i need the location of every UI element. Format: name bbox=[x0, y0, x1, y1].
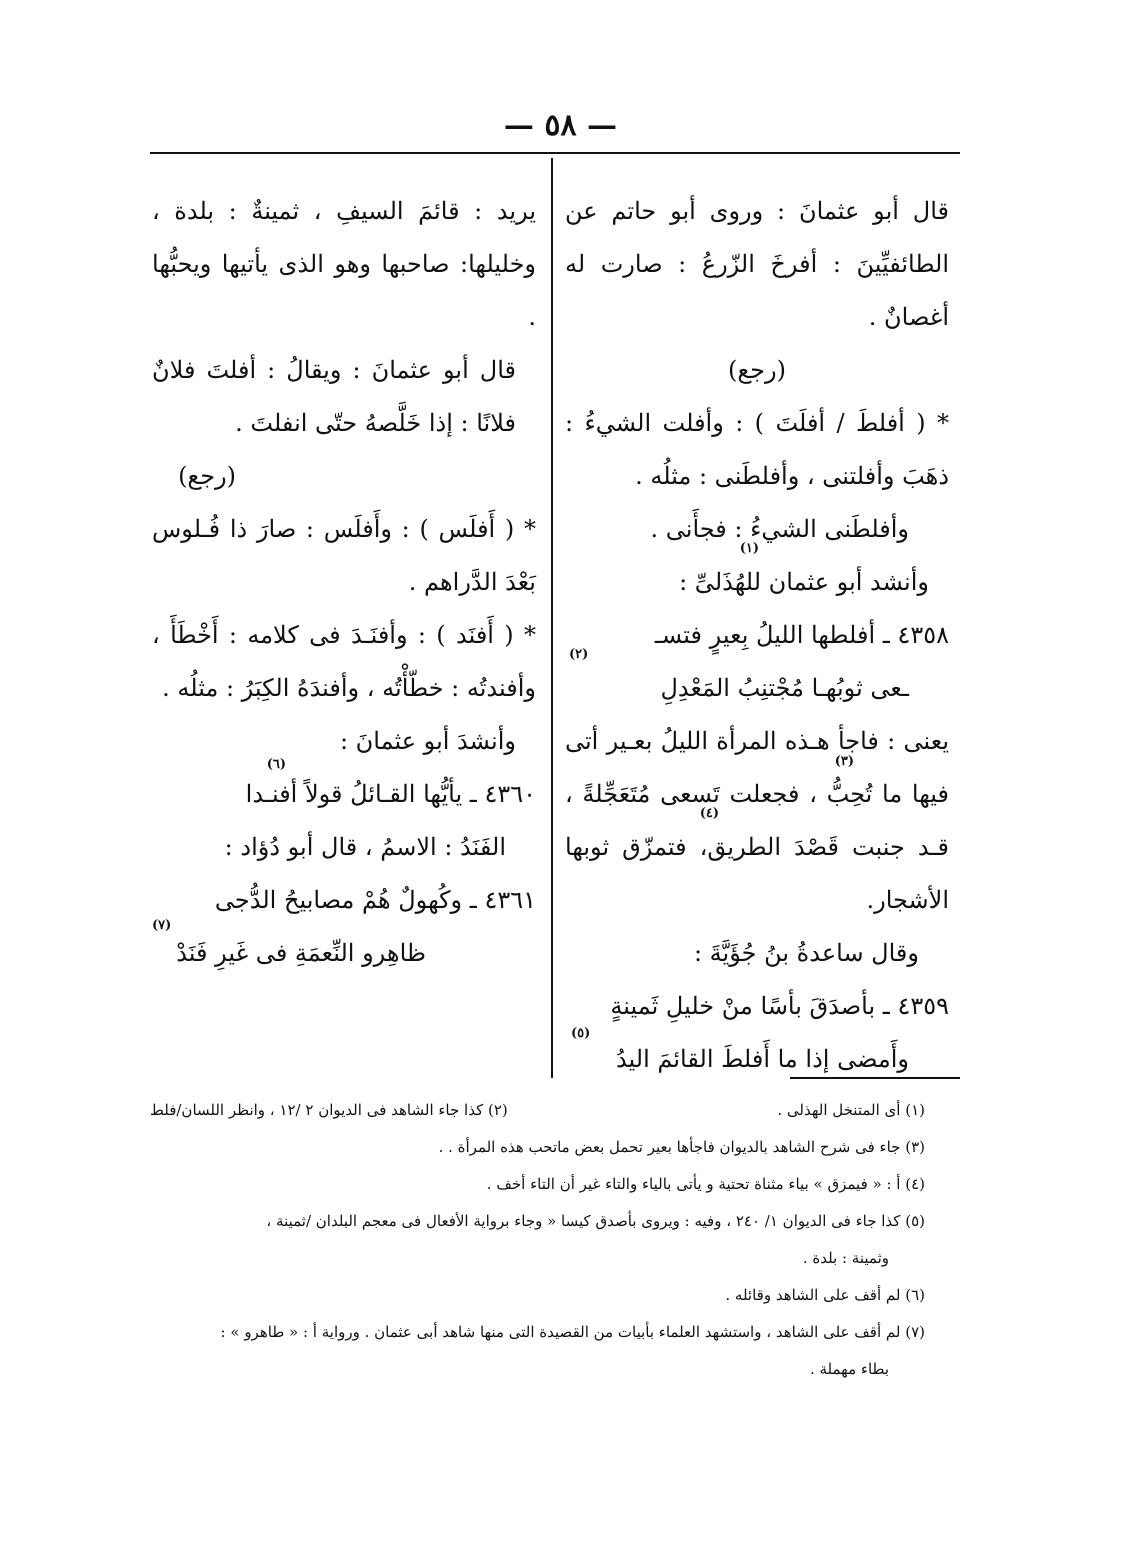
footnote-4: (٤) أ : « فيمزق » بياء مثناة تحتية و يأتى بالياء والتاء غير أن التاء أخف . bbox=[486, 1175, 925, 1193]
verse-text: وأَمضى إذا ما أَفلطَ القائمَ اليدُ bbox=[615, 1045, 909, 1073]
footnote-ref: (٢) bbox=[569, 647, 589, 662]
verse-first-hemistich: ٤٣٥٨ ـ أفلطها الليلُ بِعيرٍ فتسـ bbox=[654, 621, 949, 649]
column-divider bbox=[551, 158, 553, 1078]
paragraph: قال أبو عثمانَ : وروى أبو حاتم عن الطائفيِّينَ : أفرخَ الزّرعُ : صارت له أغصانٌ . bbox=[565, 197, 949, 331]
footnote-1: (١) أى المتنخل الهذلى . bbox=[777, 1101, 925, 1119]
verse-first-hemistich: ٤٣٦١ ـ وكُهولٌ هُمْ مصابيحُ الدُّجى bbox=[214, 886, 536, 914]
footnote-ref: (٤) bbox=[699, 806, 719, 821]
paragraph: قال أبو عثمانَ : ويقالُ : أفلتَ فلانٌ فلانًا : إذا خَلَّصهُ حتّى انفلتَ . bbox=[152, 356, 516, 437]
page-number: — ٥٨ — bbox=[503, 108, 618, 143]
footnote-ref: (٥) bbox=[571, 1026, 591, 1041]
footnote-2: (٢) كذا جاء الشاهد فى الديوان ٢ /١٢ ، وانظر اللسان/فلط bbox=[150, 1101, 508, 1119]
footnote-ref: (١) bbox=[739, 541, 759, 556]
paragraph: وأفلطَنى الشيءُ : فجأَنى . bbox=[650, 515, 909, 543]
footnote-5: (٥) كذا جاء فى الديوان ١/ ٢٤٠ ، وفيه : ويروى بأصدق كيسا « وجاء برواية الأفعال فى معجم البلدان /ثمينة ، bbox=[266, 1212, 925, 1230]
verse-text: ٤٣٦٠ ـ يأيُّها القـائلُ قولاً أفنـدا bbox=[245, 780, 536, 808]
paragraph: الفَنَدُ : الاسمُ ، قال أبو دُؤاد : bbox=[224, 833, 506, 861]
entry-heading-paragraph: * ( أَفلَس ) : وأَفلَس : صارَ ذا فُـلوس بَعْدَ الدَّراهم . bbox=[152, 515, 536, 596]
header-rule bbox=[150, 152, 960, 154]
footnote-7-continuation: بطاء مهملة . bbox=[809, 1360, 889, 1378]
entry-heading-paragraph: * ( أفلطَ / أفلَتَ ) : وأفلت الشيءُ : ذهَبَ وأفلتنى ، وأفلطَنى : مثلُه . bbox=[565, 409, 949, 490]
paragraph bbox=[565, 541, 949, 609]
verse-text: ـعى ثوبُهـا مُجْتنِبُ المَعْدِلِ bbox=[660, 674, 909, 702]
footnote-7: (٧) لم أقف على الشاهد ، واستشهد العلماء بأبيات من القصيدة التى منها شاهد أبى عثمان . ورواية أ : « طاهرو » : bbox=[220, 1323, 925, 1341]
footnote-ref: (٧) bbox=[152, 918, 172, 933]
paragraph-text: يعنى : فاجأ هـذه المرأة الليلُ بعـير أتى فيها ما تُحِبُّ ، فجعلت تَسعى مُتَعَجِّلةً ، قـد جنبت قَصْدَ الطريق، فتمزّق ثوبها الأشجار. bbox=[565, 727, 949, 914]
left-column bbox=[152, 185, 536, 980]
verse-text: ظاهِرو النِّعمَةِ فى غَيرِ فَنَدْ bbox=[176, 939, 426, 967]
right-column bbox=[565, 185, 949, 1086]
paragraph: وقال ساعدةُ بنُ جُؤَيَّةَ : bbox=[693, 939, 919, 967]
paragraph: وأنشدَ أبو عثمانَ : bbox=[339, 727, 516, 755]
footnote-ref: (٦) bbox=[266, 757, 286, 772]
footnote-rule bbox=[790, 1077, 960, 1079]
footnote-5-continuation: وثمينة : بلدة . bbox=[802, 1249, 889, 1267]
return-marker: (رجع) bbox=[178, 462, 236, 490]
paragraph-text: وأنشد أبو عثمان للهُذَلىِّ : bbox=[679, 568, 929, 596]
verse-second-hemistich bbox=[152, 918, 536, 980]
footnote-ref: (٣) bbox=[834, 754, 854, 769]
paragraph bbox=[565, 715, 949, 927]
entry-heading-paragraph: * ( أَفنَد ) : وأفنَـدَ فى كلامه : أَخْطَأَ ، وأفندتُه : خطّأْتُه ، وأفندَهُ الكِبَرُ : مثلُه . bbox=[152, 621, 536, 702]
paragraph: يريد : قائمَ السيفِ ، ثمينةٌ : بلدة ، وخليلها: صاحبها وهو الذى يأتيها ويحبُّها . bbox=[152, 197, 536, 331]
verse-second-hemistich bbox=[565, 647, 949, 715]
return-marker: (رجع) bbox=[728, 356, 786, 384]
verse-first-hemistich: ٤٣٥٩ ـ بأصدَقَ بأسًا منْ خليلِ ثَمينةٍ bbox=[610, 992, 949, 1020]
footnote-3: (٣) جاء فى شرح الشاهد بالديوان فاجأها بعير تحمل بعض ماتحب هذه المرأة . . bbox=[438, 1138, 925, 1156]
footnote-6: (٦) لم أقف على الشاهد وقائله . bbox=[725, 1286, 925, 1304]
footnote-row bbox=[150, 1092, 925, 1129]
footnotes bbox=[150, 1092, 925, 1388]
verse-line bbox=[152, 757, 536, 821]
